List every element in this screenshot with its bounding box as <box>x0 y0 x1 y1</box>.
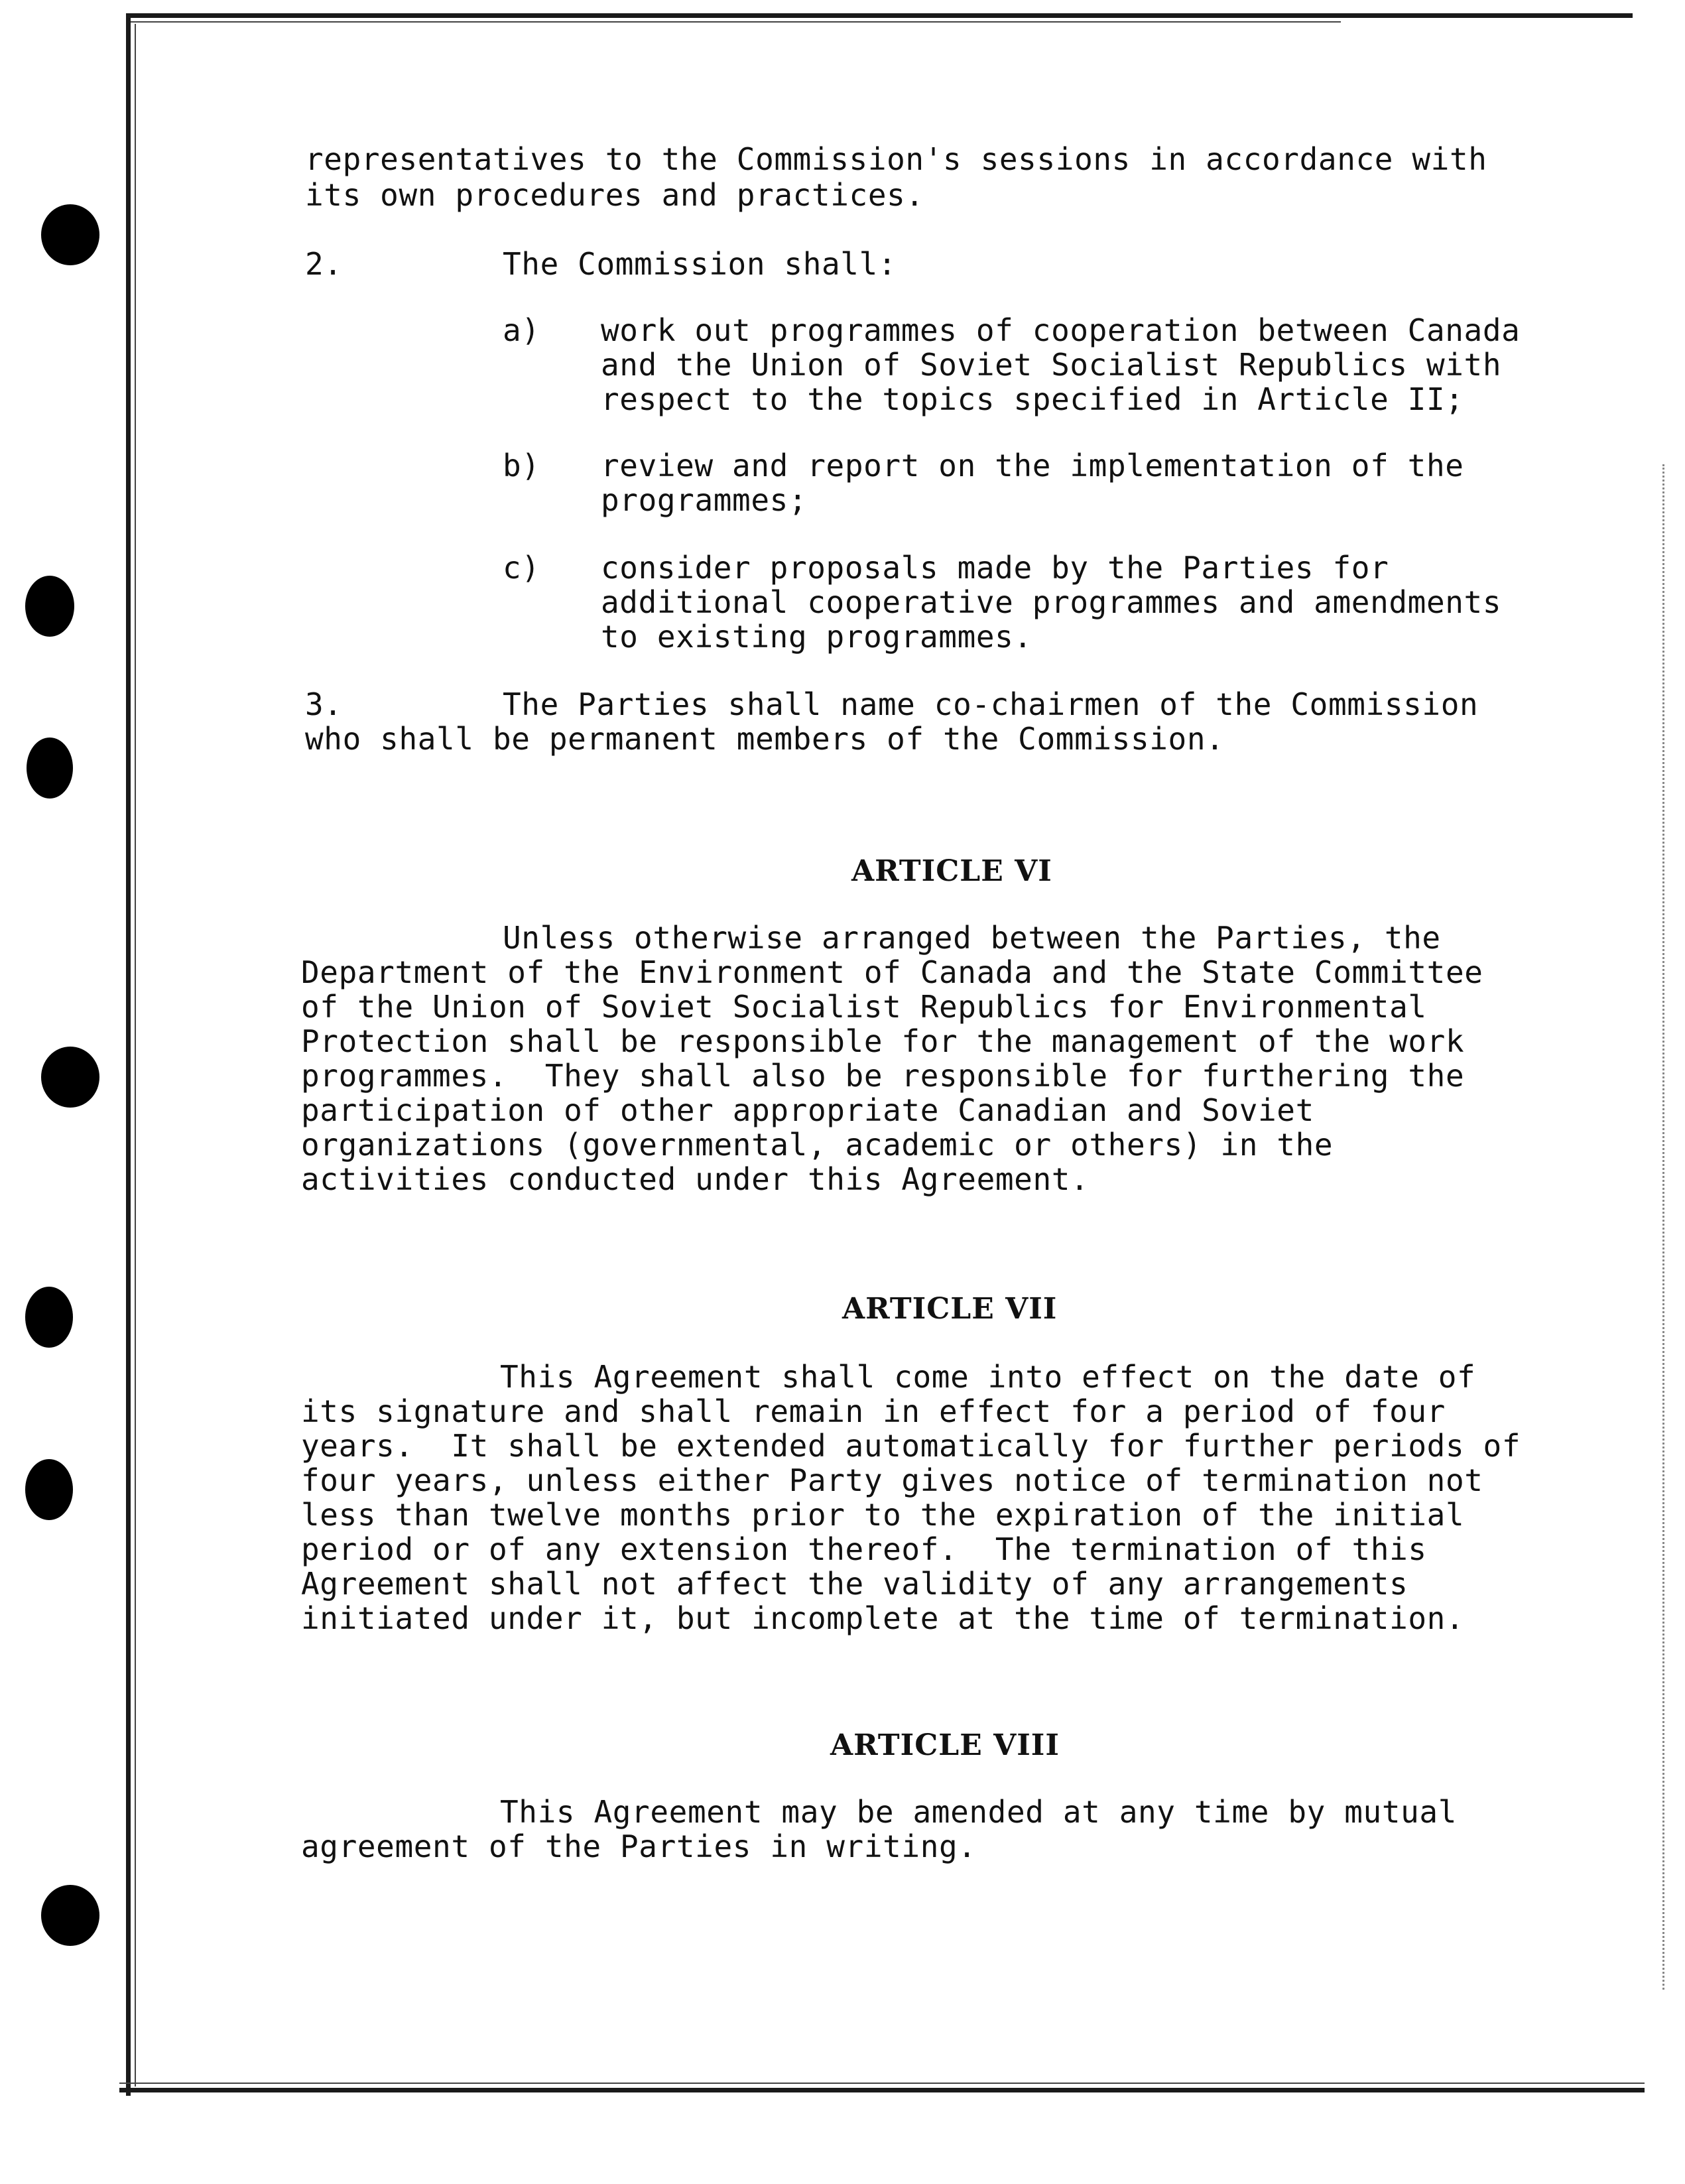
list-item-label: b) <box>503 448 540 483</box>
text-line: representatives to the Commission's sessions in accordance with <box>305 141 1487 177</box>
text-line: work out programmes of cooperation between Canada <box>601 312 1521 348</box>
text-line: additional cooperative programmes and amendments <box>601 584 1502 620</box>
page-frame-bottom-inner <box>119 2083 1645 2084</box>
punch-hole-2 <box>25 576 74 637</box>
text-line: agreement of the Parties in writing. <box>301 1829 977 1864</box>
page-frame-bottom <box>119 2088 1645 2092</box>
text-line: Protection shall be responsible for the management of the work <box>301 1023 1465 1059</box>
article-heading: ARTICLE VIII <box>830 1728 1060 1762</box>
page-frame-left <box>126 13 131 2096</box>
text-line: This Agreement may be amended at any time by mutual <box>500 1794 1458 1830</box>
text-line: four years, unless either Party gives notice of termination not <box>301 1462 1483 1498</box>
page-frame-right <box>1662 464 1664 1990</box>
text-line: This Agreement shall come into effect on the date of <box>500 1359 1476 1395</box>
text-line: initiated under it, but incomplete at the time of termination. <box>301 1600 1465 1636</box>
punch-hole-7 <box>41 1885 99 1946</box>
punch-hole-6 <box>25 1459 73 1520</box>
text-line: period or of any extension thereof. The termination of this <box>301 1531 1427 1567</box>
text-line: The Parties shall name co-chairmen of the Commission <box>503 686 1479 722</box>
clause-number: 3. <box>305 686 343 722</box>
text-line: participation of other appropriate Canadian and Soviet <box>301 1092 1314 1128</box>
page-frame-top-inner <box>127 21 1341 23</box>
text-line: Department of the Environment of Canada and the State Committee <box>301 954 1483 990</box>
text-line: who shall be permanent members of the Commission. <box>305 721 1225 757</box>
page-frame-top <box>127 13 1633 18</box>
punch-hole-4 <box>41 1047 99 1108</box>
punch-hole-3 <box>27 738 73 799</box>
text-line: and the Union of Soviet Socialist Republics with <box>601 347 1502 383</box>
list-item-label: c) <box>503 550 540 586</box>
list-item-label: a) <box>503 312 540 348</box>
article-heading: ARTICLE VI <box>851 854 1052 888</box>
text-line: of the Union of Soviet Socialist Republics for Environmental <box>301 989 1427 1025</box>
article-heading: ARTICLE VII <box>842 1292 1058 1326</box>
text-line: to existing programmes. <box>601 619 1032 655</box>
text-line: programmes. They shall also be responsible for furthering the <box>301 1058 1465 1094</box>
text-line: years. It shall be extended automatically for further periods of <box>301 1428 1521 1464</box>
text-line: activities conducted under this Agreement. <box>301 1161 1090 1197</box>
text-line: Unless otherwise arranged between the Parties, the <box>503 920 1441 956</box>
text-line: its own procedures and practices. <box>305 177 924 213</box>
text-line: respect to the topics specified in Article II; <box>601 381 1464 417</box>
text-line: less than twelve months prior to the expiration of the initial <box>301 1497 1465 1533</box>
clause-intro: The Commission shall: <box>503 246 897 282</box>
punch-hole-5 <box>25 1287 73 1348</box>
text-line: Agreement shall not affect the validity of any arrangements <box>301 1566 1408 1602</box>
text-line: programmes; <box>601 482 808 518</box>
punch-hole-1 <box>41 204 99 265</box>
page-frame-left-inner <box>135 24 136 2087</box>
text-line: its signature and shall remain in effect for a period of four <box>301 1393 1446 1429</box>
text-line: review and report on the implementation of the <box>601 448 1464 483</box>
clause-number: 2. <box>305 246 343 282</box>
text-line: consider proposals made by the Parties for <box>601 550 1389 586</box>
text-line: organizations (governmental, academic or others) in the <box>301 1127 1334 1163</box>
